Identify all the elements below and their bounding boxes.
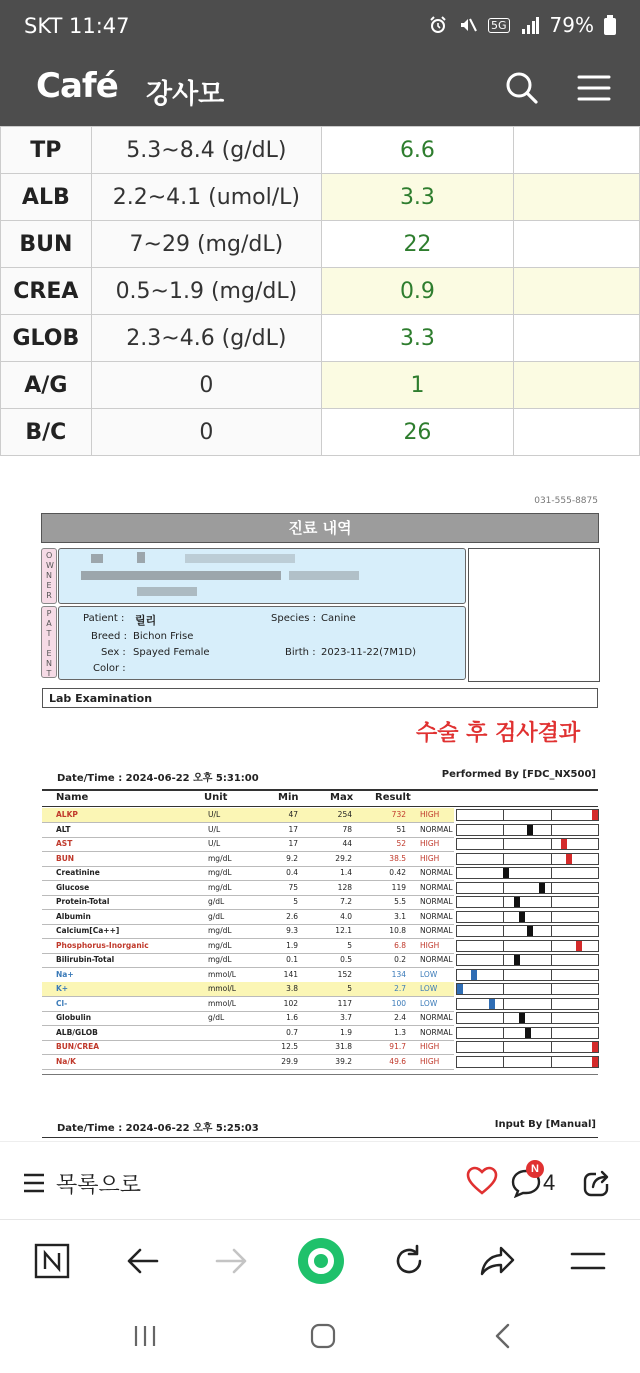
test-value: 3.3	[322, 174, 514, 221]
lab-name: ALKP	[56, 810, 78, 819]
lab-min: 0.4	[286, 868, 298, 877]
test-value: 22	[322, 221, 514, 268]
lab-result: 100	[391, 998, 406, 1008]
post-action-bar	[0, 1141, 640, 1220]
table-row	[1, 409, 640, 456]
col-result: Result	[375, 792, 411, 803]
reference-range: 0	[91, 409, 321, 456]
home-green-icon[interactable]	[296, 1236, 346, 1286]
result-gauge	[456, 838, 599, 850]
lab-min: 5	[293, 897, 298, 906]
lab-unit: mg/dL	[208, 940, 232, 950]
test-name: ALB	[1, 174, 92, 221]
gauge-marker	[514, 955, 520, 965]
lab-row	[42, 808, 454, 823]
sex-label: Sex :	[101, 647, 126, 658]
lab-name: Albumin	[56, 911, 91, 921]
lab-unit: g/dL	[208, 911, 225, 921]
test-value: 3.3	[322, 315, 514, 362]
empty-cell	[513, 362, 639, 409]
list-icon[interactable]	[22, 1172, 46, 1194]
lab-unit: mg/dL	[208, 926, 232, 935]
like-heart-icon[interactable]	[466, 1166, 498, 1196]
back-to-list-button[interactable]: 목록으로	[56, 1173, 142, 1198]
patient-name: 릴리	[135, 614, 157, 627]
lab-min: 9.3	[286, 926, 298, 935]
post-surgery-title: 수술 후 검사결과	[416, 721, 581, 746]
result-gauge	[456, 1056, 599, 1068]
lab-flag: LOW	[420, 998, 438, 1008]
lab-row	[42, 910, 454, 925]
result-gauge	[456, 896, 599, 908]
share-icon[interactable]	[582, 1168, 612, 1198]
lab-result: 6.8	[394, 940, 406, 950]
col-min: Min	[278, 792, 299, 803]
lab-name: AST	[56, 839, 73, 848]
sex-value: Spayed Female	[133, 647, 210, 658]
empty-cell	[513, 127, 639, 174]
reference-range: 7~29 (mg/dL)	[91, 221, 321, 268]
birth-label: Birth :	[285, 647, 316, 658]
input-by: Input By [Manual]	[494, 1119, 596, 1130]
lab-row	[42, 881, 454, 896]
lab-name: K+	[56, 984, 69, 993]
lab-max: 117	[337, 998, 352, 1008]
browser-toolbar	[0, 1219, 640, 1302]
test-name: A/G	[1, 362, 92, 409]
lab-flag: NORMAL	[420, 868, 453, 877]
lab-result: 0.42	[389, 868, 406, 877]
lab-max: 39.2	[335, 1056, 352, 1066]
lab-flag: HIGH	[420, 853, 440, 863]
empty-cell	[513, 315, 639, 362]
result-gauge	[456, 969, 599, 981]
system-back-icon[interactable]	[492, 1322, 512, 1350]
lab-min: 0.1	[286, 955, 298, 964]
birth-value: 2023-11-22(7M1D)	[321, 647, 416, 658]
gauge-marker	[514, 897, 520, 907]
refresh-icon[interactable]	[392, 1244, 426, 1278]
test-name: TP	[1, 127, 92, 174]
lab-result: 52	[396, 839, 406, 848]
test-name: CREA	[1, 268, 92, 315]
lab-name: BUN/CREA	[56, 1042, 100, 1051]
naver-n-icon[interactable]	[34, 1243, 70, 1279]
lab-name: ALT	[56, 824, 71, 834]
table-row	[1, 315, 640, 362]
lab-row	[42, 982, 454, 997]
lab-max: 31.8	[335, 1042, 352, 1051]
reference-range: 2.3~4.6 (g/dL)	[91, 315, 321, 362]
species-value: Canine	[321, 613, 356, 624]
lab-unit: mg/dL	[208, 868, 232, 877]
performed-by: Performed By [FDC_NX500]	[441, 769, 596, 780]
result-gauge	[456, 824, 599, 836]
lab-result: 134	[391, 969, 406, 979]
datetime-bottom: Date/Time : 2024-06-22 오후 5:25:03	[57, 1123, 259, 1134]
lab-flag: NORMAL	[420, 897, 453, 906]
species-label: Species :	[271, 613, 317, 624]
patient-tab	[41, 606, 57, 678]
lab-max: 3.7	[340, 1013, 352, 1022]
lab-flag: NORMAL	[420, 955, 453, 964]
table-row	[1, 362, 640, 409]
col-max: Max	[330, 792, 354, 803]
color-label: Color :	[93, 663, 126, 674]
lab-max: 44	[342, 839, 352, 848]
result-gauge	[456, 853, 599, 865]
lab-min: 102	[283, 998, 298, 1008]
gauge-marker	[457, 984, 463, 994]
reference-range: 2.2~4.1 (umol/L)	[91, 174, 321, 221]
result-gauge	[456, 1012, 599, 1024]
lab-unit: mg/dL	[208, 955, 232, 964]
lab-row	[42, 953, 454, 968]
lab-flag: NORMAL	[420, 882, 453, 892]
lab-result: 49.6	[389, 1056, 406, 1066]
result-gauge	[456, 954, 599, 966]
clinic-phone: 031-555-8875	[534, 496, 598, 506]
lab-min: 29.9	[281, 1056, 298, 1066]
gauge-marker	[539, 883, 545, 893]
gauge-marker	[566, 854, 572, 864]
lab-report-document	[0, 496, 640, 1141]
lab-result: 3.1	[394, 911, 406, 921]
lab-row	[42, 895, 454, 910]
result-gauge	[456, 882, 599, 894]
lab-result: 2.4	[394, 1013, 406, 1022]
lab-max: 1.9	[340, 1027, 352, 1037]
lab-flag: NORMAL	[420, 926, 453, 935]
lab-min: 12.5	[281, 1042, 298, 1051]
breed-value: Bichon Frise	[133, 631, 194, 642]
patient-info-box	[58, 606, 466, 680]
patient-tab-label: PATIENT	[46, 609, 52, 678]
test-name: B/C	[1, 409, 92, 456]
gauge-marker	[519, 1013, 525, 1023]
gauge-marker	[519, 912, 525, 922]
forward-share-icon[interactable]	[480, 1245, 516, 1277]
lab-unit: g/dL	[208, 1013, 225, 1022]
test-name: BUN	[1, 221, 92, 268]
new-comment-badge: N	[526, 1160, 544, 1178]
lab-name: Na/K	[56, 1056, 76, 1066]
home-icon[interactable]	[309, 1322, 337, 1350]
forward-arrow-icon	[214, 1247, 248, 1275]
lab-name: Protein-Total	[56, 897, 110, 906]
lab-flag: HIGH	[420, 1056, 440, 1066]
test-name: GLOB	[1, 315, 92, 362]
lab-max: 29.2	[335, 853, 352, 863]
system-nav-bar	[0, 1301, 640, 1373]
gauge-marker	[471, 970, 477, 980]
test-value: 26	[322, 409, 514, 456]
reference-range: 5.3~8.4 (g/dL)	[91, 127, 321, 174]
lab-flag: HIGH	[420, 839, 440, 848]
gauge-marker	[592, 1057, 598, 1067]
col-name: Name	[56, 792, 89, 803]
lab-min: 17	[288, 839, 298, 848]
lab-max: 7.2	[340, 897, 352, 906]
divider	[42, 1137, 598, 1138]
lab-row	[42, 939, 454, 954]
lab-flag: NORMAL	[420, 824, 453, 834]
lab-unit: mmol/L	[208, 969, 236, 979]
lab-result: 1.3	[394, 1027, 406, 1037]
lab-result: 38.5	[389, 853, 406, 863]
result-gauge	[456, 867, 599, 879]
lab-row	[42, 997, 454, 1012]
signal-icon	[520, 15, 540, 35]
gauge-marker	[592, 1042, 598, 1052]
gauge-marker	[592, 810, 598, 820]
gauge-marker	[525, 1028, 531, 1038]
lab-flag: NORMAL	[420, 1013, 453, 1022]
lab-flag: HIGH	[420, 940, 440, 950]
lab-unit: U/L	[208, 839, 221, 848]
menu-icon[interactable]	[574, 68, 614, 108]
lab-max: 78	[342, 824, 352, 834]
breed-label: Breed :	[91, 631, 127, 642]
lab-min: 75	[288, 882, 298, 892]
lab-row	[42, 1026, 454, 1041]
alarm-icon	[428, 15, 448, 35]
owner-tab	[41, 548, 57, 604]
mute-icon	[458, 15, 478, 35]
reference-range: 0.5~1.9 (mg/dL)	[91, 268, 321, 315]
table-row	[1, 127, 640, 174]
result-gauge	[456, 809, 599, 821]
test-value: 6.6	[322, 127, 514, 174]
lab-min: 17	[288, 824, 298, 834]
owner-info-box	[58, 548, 466, 604]
lab-max: 0.5	[340, 955, 352, 964]
blood-test-table	[0, 126, 640, 456]
lab-unit: mg/dL	[208, 882, 232, 892]
test-value: 1	[322, 362, 514, 409]
datetime-top: Date/Time : 2024-06-22 오후 5:31:00	[57, 773, 259, 784]
comment-count: 4	[543, 1170, 556, 1195]
divider	[42, 1074, 598, 1075]
empty-cell	[513, 221, 639, 268]
lab-flag: NORMAL	[420, 911, 453, 921]
table-row	[1, 268, 640, 315]
lab-min: 0.7	[286, 1027, 298, 1037]
lab-row	[42, 1055, 454, 1070]
lab-unit: mmol/L	[208, 998, 236, 1008]
divider	[42, 789, 598, 791]
result-gauge	[456, 940, 599, 952]
gauge-marker	[561, 839, 567, 849]
lab-row	[42, 968, 454, 983]
lab-name: Bilirubin-Total	[56, 955, 115, 964]
result-gauge	[456, 998, 599, 1010]
lab-unit: U/L	[208, 810, 221, 819]
lab-result: 119	[391, 882, 406, 892]
lab-min: 2.6	[286, 911, 298, 921]
lab-min: 141	[283, 969, 298, 979]
lab-flag: HIGH	[420, 1042, 440, 1051]
lab-max: 5	[347, 984, 352, 993]
lab-min: 47	[288, 810, 298, 819]
lab-result: 0.2	[394, 955, 406, 964]
lab-name: Cl-	[56, 998, 68, 1008]
reference-range: 0	[91, 362, 321, 409]
lab-result: 732	[391, 810, 406, 819]
empty-cell	[513, 409, 639, 456]
gauge-marker	[576, 941, 582, 951]
table-row	[1, 221, 640, 268]
recent-apps-icon[interactable]	[132, 1323, 158, 1349]
gauge-marker	[527, 825, 533, 835]
lab-row	[42, 1011, 454, 1026]
lab-examination-label: Lab Examination	[42, 688, 598, 708]
result-gauge	[456, 1041, 599, 1053]
lab-result: 10.8	[389, 926, 406, 935]
lab-row	[42, 823, 454, 838]
lab-flag: LOW	[420, 984, 438, 993]
lab-max: 152	[337, 969, 352, 979]
lab-name: ALB/GLOB	[56, 1027, 98, 1037]
search-icon[interactable]	[502, 68, 542, 108]
col-unit: Unit	[204, 792, 228, 803]
cafe-name[interactable]: 강사모	[146, 79, 225, 110]
result-gauge	[456, 925, 599, 937]
battery-icon	[604, 15, 616, 35]
lab-name: Na+	[56, 969, 74, 979]
result-gauge	[456, 911, 599, 923]
empty-cell	[513, 268, 639, 315]
owner-tab-label: OWNER	[46, 551, 54, 600]
lab-result: 5.5	[394, 897, 406, 906]
status-bar	[0, 0, 640, 56]
lab-max: 254	[337, 810, 352, 819]
status-time: SKT 11:47	[24, 14, 130, 38]
photo-box	[468, 548, 600, 682]
lab-max: 1.4	[340, 868, 352, 877]
lab-unit: mmol/L	[208, 984, 236, 993]
divider	[42, 806, 598, 807]
lab-result: 51	[396, 824, 406, 834]
lab-row	[42, 1040, 454, 1055]
lab-row	[42, 924, 454, 939]
battery-percent: 79%	[549, 13, 594, 37]
lab-unit: U/L	[208, 824, 221, 834]
lab-result: 2.7	[394, 984, 406, 993]
lab-row	[42, 837, 454, 852]
patient-label: Patient :	[83, 613, 125, 624]
empty-cell	[513, 174, 639, 221]
lab-row	[42, 866, 454, 881]
result-gauge	[456, 983, 599, 995]
gauge-marker	[503, 868, 509, 878]
lab-name: Globulin	[56, 1013, 92, 1022]
lab-min: 1.9	[286, 940, 298, 950]
gauge-marker	[527, 926, 533, 936]
lab-max: 128	[337, 882, 352, 892]
lab-max: 5	[347, 940, 352, 950]
report-title: 진료 내역	[41, 513, 599, 543]
lab-min: 9.2	[286, 853, 298, 863]
lab-name: Creatinine	[56, 868, 100, 877]
lab-flag: HIGH	[420, 810, 440, 819]
lab-min: 1.6	[286, 1013, 298, 1022]
cafe-header	[0, 56, 640, 126]
lab-unit: mg/dL	[208, 853, 232, 863]
network-indicator: 5G	[488, 18, 510, 33]
table-row	[1, 174, 640, 221]
lab-result: 91.7	[389, 1042, 406, 1051]
lab-min: 3.8	[286, 984, 298, 993]
lab-flag: LOW	[420, 969, 438, 979]
gauge-marker	[489, 999, 495, 1009]
lab-name: Phosphorus-Inorganic	[56, 940, 149, 950]
lab-max: 12.1	[335, 926, 352, 935]
lab-name: BUN	[56, 853, 75, 863]
lab-flag: NORMAL	[420, 1027, 453, 1037]
back-arrow-icon[interactable]	[126, 1247, 160, 1275]
lab-row	[42, 852, 454, 867]
lab-name: Calcium[Ca++]	[56, 926, 120, 935]
test-value: 0.9	[322, 268, 514, 315]
lab-max: 4.0	[340, 911, 352, 921]
result-gauge	[456, 1027, 599, 1039]
lab-unit: g/dL	[208, 897, 225, 906]
lab-name: Glucose	[56, 882, 90, 892]
browser-menu-icon[interactable]	[570, 1250, 606, 1272]
cafe-logo[interactable]: Café	[36, 66, 118, 106]
